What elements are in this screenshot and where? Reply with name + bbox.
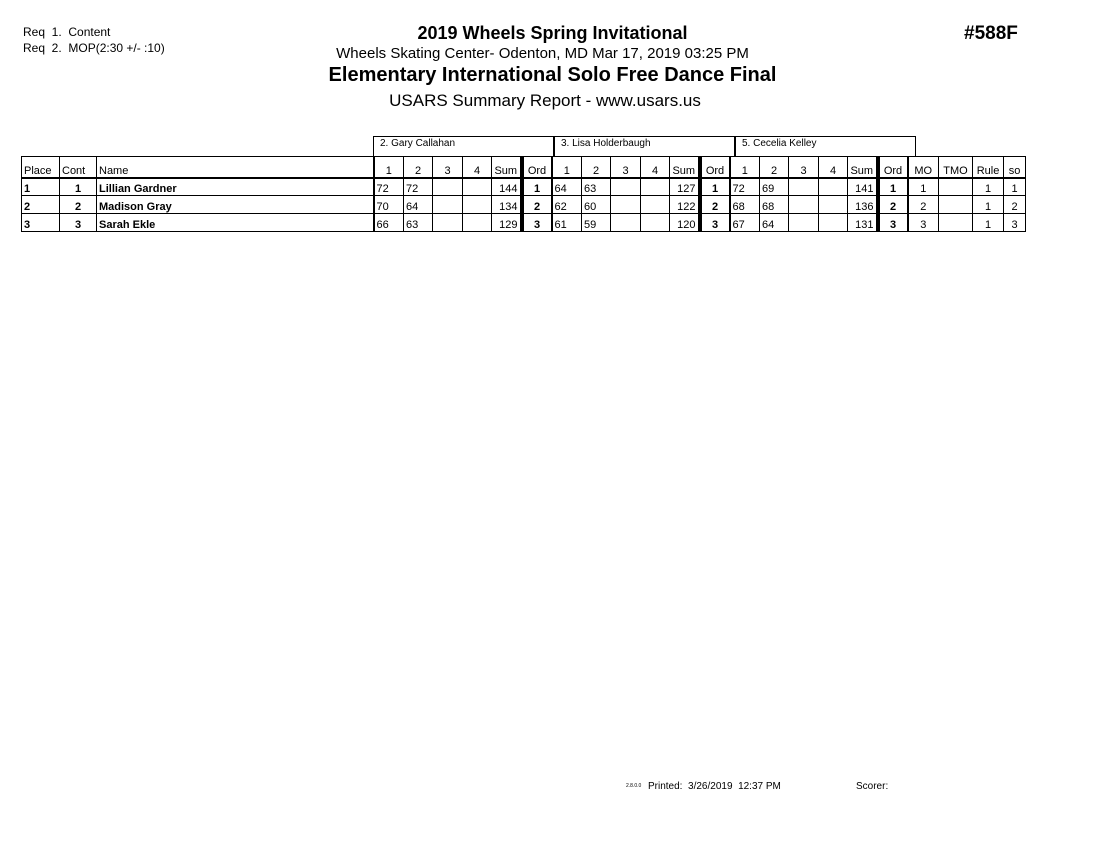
judge-2-ordinal: 2 bbox=[700, 196, 730, 214]
col-so: so bbox=[1004, 157, 1026, 178]
judge-3-ordinal: 3 bbox=[878, 214, 908, 232]
col-j1-2: 2 bbox=[404, 157, 433, 178]
place-cell: 2 bbox=[22, 196, 60, 214]
mo-cell: 2 bbox=[908, 196, 939, 214]
judge-header-2: 3. Lisa Holderbaugh bbox=[554, 136, 735, 156]
table-row bbox=[22, 214, 1026, 232]
col-j2-sum: Sum bbox=[670, 157, 700, 178]
skater-name: Madison Gray bbox=[97, 196, 374, 214]
col-j1-1: 1 bbox=[374, 157, 404, 178]
judge-2-score-3 bbox=[611, 178, 641, 196]
so-cell: 3 bbox=[1004, 214, 1026, 232]
judge-2-score-4 bbox=[641, 178, 670, 196]
judge-1-score-2: 63 bbox=[404, 214, 433, 232]
judge-1-score-4 bbox=[463, 178, 492, 196]
judge-3-score-4 bbox=[819, 196, 848, 214]
place-cell: 1 bbox=[22, 178, 60, 196]
col-j3-2: 2 bbox=[760, 157, 789, 178]
col-j3-3: 3 bbox=[789, 157, 819, 178]
version-label: 2.8.0.0 bbox=[626, 783, 642, 789]
judge-1-ordinal: 1 bbox=[522, 178, 552, 196]
event-number: #588F bbox=[964, 23, 1018, 44]
col-j2-4: 4 bbox=[641, 157, 670, 178]
judge-3-score-1: 68 bbox=[730, 196, 760, 214]
col-j2-ord: Ord bbox=[700, 157, 730, 178]
judge-3-sum: 131 bbox=[848, 214, 878, 232]
skater-name: Sarah Ekle bbox=[97, 214, 374, 232]
judge-2-score-4 bbox=[641, 196, 670, 214]
tmo-cell bbox=[939, 214, 973, 232]
col-j1-sum: Sum bbox=[492, 157, 522, 178]
rule-cell: 1 bbox=[973, 196, 1004, 214]
judge-1-score-3 bbox=[433, 214, 463, 232]
report-title: USARS Summary Report - www.usars.us bbox=[389, 91, 701, 110]
judge-header-1: 2. Gary Callahan bbox=[373, 136, 554, 156]
judge-1-score-4 bbox=[463, 196, 492, 214]
judge-3-score-3 bbox=[789, 196, 819, 214]
judge-3-score-2: 68 bbox=[760, 196, 789, 214]
table-row bbox=[22, 178, 1026, 196]
col-cont: Cont bbox=[60, 157, 97, 178]
judge-1-ordinal: 3 bbox=[522, 214, 552, 232]
judge-1-score-3 bbox=[433, 196, 463, 214]
judge-3-score-2: 64 bbox=[760, 214, 789, 232]
col-place: Place bbox=[22, 157, 60, 178]
col-j3-ord: Ord bbox=[878, 157, 908, 178]
competition-title: 2019 Wheels Spring Invitational bbox=[417, 23, 688, 43]
col-rule: Rule bbox=[973, 157, 1004, 178]
judge-1-sum: 144 bbox=[492, 178, 522, 196]
rule-cell: 1 bbox=[973, 214, 1004, 232]
judge-3-ordinal: 1 bbox=[878, 178, 908, 196]
judge-2-score-3 bbox=[611, 196, 641, 214]
judge-1-score-1: 70 bbox=[374, 196, 404, 214]
judge-3-score-3 bbox=[789, 214, 819, 232]
judge-2-score-1: 61 bbox=[552, 214, 582, 232]
judge-2-score-2: 59 bbox=[582, 214, 611, 232]
mo-cell: 1 bbox=[908, 178, 939, 196]
judge-2-score-2: 63 bbox=[582, 178, 611, 196]
judge-2-ordinal: 1 bbox=[700, 178, 730, 196]
col-j2-2: 2 bbox=[582, 157, 611, 178]
results-table bbox=[21, 156, 1026, 232]
cont-cell: 2 bbox=[60, 196, 97, 214]
col-j1-ord: Ord bbox=[522, 157, 552, 178]
requirement-2: Req 2. MOP(2:30 +/- :10) bbox=[23, 41, 165, 55]
so-cell: 2 bbox=[1004, 196, 1026, 214]
judge-1-sum: 134 bbox=[492, 196, 522, 214]
cont-cell: 3 bbox=[60, 214, 97, 232]
judge-1-score-1: 72 bbox=[374, 178, 404, 196]
col-j2-3: 3 bbox=[611, 157, 641, 178]
judge-1-score-4 bbox=[463, 214, 492, 232]
printed-timestamp: Printed: 3/26/2019 12:37 PM bbox=[648, 781, 781, 792]
judge-3-score-4 bbox=[819, 178, 848, 196]
judge-2-sum: 120 bbox=[670, 214, 700, 232]
judge-header-3: 5. Cecelia Kelley bbox=[735, 136, 916, 156]
mo-cell: 3 bbox=[908, 214, 939, 232]
tmo-cell bbox=[939, 178, 973, 196]
judge-2-score-4 bbox=[641, 214, 670, 232]
judge-1-ordinal: 2 bbox=[522, 196, 552, 214]
judge-3-ordinal: 2 bbox=[878, 196, 908, 214]
judge-3-score-3 bbox=[789, 178, 819, 196]
judge-1-score-3 bbox=[433, 178, 463, 196]
col-j3-4: 4 bbox=[819, 157, 848, 178]
col-tmo: TMO bbox=[939, 157, 973, 178]
judge-1-score-2: 64 bbox=[404, 196, 433, 214]
judge-3-score-2: 69 bbox=[760, 178, 789, 196]
header-row bbox=[22, 157, 1026, 178]
requirement-1: Req 1. Content bbox=[23, 25, 111, 39]
judge-2-score-1: 62 bbox=[552, 196, 582, 214]
judge-2-score-1: 64 bbox=[552, 178, 582, 196]
col-j3-1: 1 bbox=[730, 157, 760, 178]
judge-1-score-2: 72 bbox=[404, 178, 433, 196]
table-row bbox=[22, 196, 1026, 214]
scorer-label: Scorer: bbox=[856, 781, 889, 792]
col-name: Name bbox=[97, 157, 374, 178]
venue-line: Wheels Skating Center- Odenton, MD Mar 17, 2019 03:25 PM bbox=[336, 45, 749, 62]
judge-3-score-1: 72 bbox=[730, 178, 760, 196]
event-name: Elementary International Solo Free Dance Final bbox=[328, 64, 777, 86]
rule-cell: 1 bbox=[973, 178, 1004, 196]
col-j3-sum: Sum bbox=[848, 157, 878, 178]
col-mo: MO bbox=[908, 157, 939, 178]
judge-3-sum: 141 bbox=[848, 178, 878, 196]
so-cell: 1 bbox=[1004, 178, 1026, 196]
judge-3-sum: 136 bbox=[848, 196, 878, 214]
judge-3-score-1: 67 bbox=[730, 214, 760, 232]
judge-2-score-2: 60 bbox=[582, 196, 611, 214]
judge-1-sum: 129 bbox=[492, 214, 522, 232]
cont-cell: 1 bbox=[60, 178, 97, 196]
col-j1-3: 3 bbox=[433, 157, 463, 178]
judge-3-score-4 bbox=[819, 214, 848, 232]
place-cell: 3 bbox=[22, 214, 60, 232]
judge-2-sum: 122 bbox=[670, 196, 700, 214]
judge-2-score-3 bbox=[611, 214, 641, 232]
tmo-cell bbox=[939, 196, 973, 214]
col-j1-4: 4 bbox=[463, 157, 492, 178]
col-j2-1: 1 bbox=[552, 157, 582, 178]
judge-1-score-1: 66 bbox=[374, 214, 404, 232]
judge-2-sum: 127 bbox=[670, 178, 700, 196]
skater-name: Lillian Gardner bbox=[97, 178, 374, 196]
judge-2-ordinal: 3 bbox=[700, 214, 730, 232]
